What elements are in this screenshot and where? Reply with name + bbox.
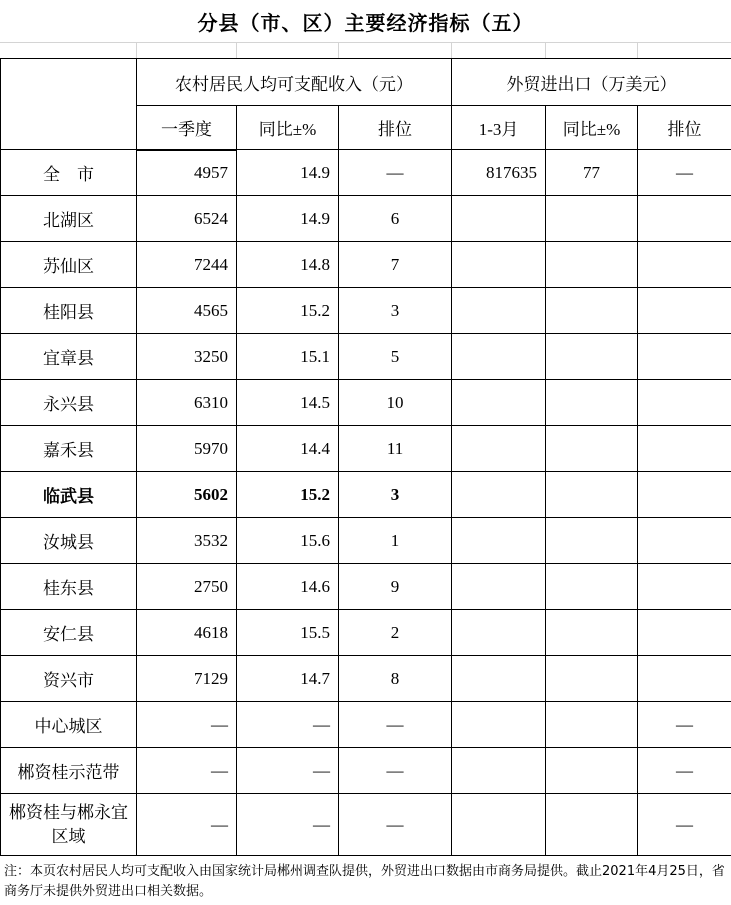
- income-rank-cell: 8: [339, 656, 452, 702]
- gridline: [136, 42, 137, 58]
- trade-value-cell: [452, 242, 546, 288]
- trade-value-cell: [452, 748, 546, 794]
- trade-value-cell: 817635: [452, 150, 546, 196]
- page-title: 分县（市、区）主要经济指标（五）: [197, 10, 534, 35]
- income-q1-cell: 2750: [137, 564, 237, 610]
- trade-yoy-cell: [546, 288, 638, 334]
- income-rank-cell: 2: [339, 610, 452, 656]
- row-name-cell: 宜章县: [1, 334, 137, 380]
- trade-rank-cell: —: [638, 702, 731, 748]
- income-rank-cell: —: [339, 150, 452, 196]
- header-row-groups: [1, 59, 731, 106]
- trade-rank-cell: —: [638, 150, 731, 196]
- trade-value-cell: [452, 196, 546, 242]
- income-q1-cell: 6524: [137, 196, 237, 242]
- trade-rank-cell: —: [638, 748, 731, 794]
- gridline: [451, 42, 452, 58]
- row-name-cell: 临武县: [1, 472, 137, 518]
- trade-rank-cell: [638, 610, 731, 656]
- income-q1-cell: 7129: [137, 656, 237, 702]
- trade-rank-cell: [638, 242, 731, 288]
- table-row: [1, 748, 731, 794]
- row-name-cell: 永兴县: [1, 380, 137, 426]
- row-name-cell: 安仁县: [1, 610, 137, 656]
- trade-rank-cell: —: [638, 794, 731, 856]
- income-rank-cell: 10: [339, 380, 452, 426]
- income-yoy-cell: 14.8: [237, 242, 339, 288]
- table-row: [1, 150, 731, 196]
- trade-rank-cell: [638, 380, 731, 426]
- gridline: [338, 42, 339, 58]
- table-row: [1, 702, 731, 748]
- row-name-cell: 苏仙区: [1, 242, 137, 288]
- row-name-cell: 郴资桂与郴永宜区域: [1, 794, 137, 856]
- trade-yoy-cell: [546, 380, 638, 426]
- header-trade-group: 外贸进出口（万美元）: [452, 59, 731, 106]
- header-trade-period: 1-3月: [452, 106, 546, 150]
- gridline: [236, 42, 237, 58]
- table-row: [1, 610, 731, 656]
- income-yoy-cell: 14.7: [237, 656, 339, 702]
- row-name-cell: 嘉禾县: [1, 426, 137, 472]
- trade-value-cell: [452, 334, 546, 380]
- income-rank-cell: 7: [339, 242, 452, 288]
- trade-rank-cell: [638, 472, 731, 518]
- income-rank-cell: 9: [339, 564, 452, 610]
- trade-rank-cell: [638, 334, 731, 380]
- row-name-cell: 桂阳县: [1, 288, 137, 334]
- income-q1-cell: —: [137, 748, 237, 794]
- trade-yoy-cell: [546, 564, 638, 610]
- income-q1-cell: 7244: [137, 242, 237, 288]
- trade-yoy-cell: [546, 610, 638, 656]
- income-q1-cell: 4618: [137, 610, 237, 656]
- income-rank-cell: —: [339, 794, 452, 856]
- table-row: [1, 380, 731, 426]
- trade-value-cell: [452, 702, 546, 748]
- trade-value-cell: [452, 518, 546, 564]
- header-trade-yoy: 同比±%: [546, 106, 638, 150]
- income-yoy-cell: 15.6: [237, 518, 339, 564]
- table-row: [1, 288, 731, 334]
- trade-rank-cell: [638, 196, 731, 242]
- row-name-cell: 中心城区: [1, 702, 137, 748]
- income-yoy-cell: 14.5: [237, 380, 339, 426]
- income-q1-cell: 5970: [137, 426, 237, 472]
- table-row: [1, 794, 731, 856]
- trade-value-cell: [452, 288, 546, 334]
- income-rank-cell: 11: [339, 426, 452, 472]
- table-row: [1, 426, 731, 472]
- table-row: [1, 472, 731, 518]
- income-q1-cell: —: [137, 702, 237, 748]
- income-q1-cell: 5602: [137, 472, 237, 518]
- income-rank-cell: 1: [339, 518, 452, 564]
- header-income-rank: 排位: [339, 106, 452, 150]
- table-row: [1, 656, 731, 702]
- income-rank-cell: 3: [339, 288, 452, 334]
- trade-yoy-cell: 77: [546, 150, 638, 196]
- trade-yoy-cell: [546, 196, 638, 242]
- header-income-group: 农村居民人均可支配收入（元）: [137, 59, 452, 106]
- trade-value-cell: [452, 472, 546, 518]
- trade-yoy-cell: [546, 702, 638, 748]
- trade-value-cell: [452, 656, 546, 702]
- trade-value-cell: [452, 564, 546, 610]
- header-trade-rank: 排位: [638, 106, 731, 150]
- trade-value-cell: [452, 610, 546, 656]
- gridline: [637, 42, 638, 58]
- table-row: [1, 242, 731, 288]
- header-corner-cell: [1, 59, 137, 150]
- income-yoy-cell: —: [237, 702, 339, 748]
- footnote: 注：本页农村居民人均可支配收入由国家统计局郴州调查队提供，外贸进出口数据由市商务局提供。截止2021年4月25日，省商务厅未提供外贸进出口相关数据。: [4, 864, 725, 899]
- table-row: [1, 334, 731, 380]
- trade-yoy-cell: [546, 794, 638, 856]
- row-name-cell: 桂东县: [1, 564, 137, 610]
- trade-yoy-cell: [546, 334, 638, 380]
- trade-yoy-cell: [546, 748, 638, 794]
- header-income-yoy: 同比±%: [237, 106, 339, 150]
- trade-rank-cell: [638, 426, 731, 472]
- income-q1-cell: —: [137, 794, 237, 856]
- row-name-cell: 郴资桂示范带: [1, 748, 137, 794]
- trade-rank-cell: [638, 656, 731, 702]
- gridline: [545, 42, 546, 58]
- income-rank-cell: —: [339, 702, 452, 748]
- income-rank-cell: 6: [339, 196, 452, 242]
- income-yoy-cell: 14.6: [237, 564, 339, 610]
- trade-value-cell: [452, 380, 546, 426]
- income-yoy-cell: 14.9: [237, 150, 339, 196]
- trade-yoy-cell: [546, 656, 638, 702]
- income-q1-cell: 4565: [137, 288, 237, 334]
- income-yoy-cell: 14.4: [237, 426, 339, 472]
- income-yoy-cell: 15.2: [237, 472, 339, 518]
- income-yoy-cell: 15.5: [237, 610, 339, 656]
- income-yoy-cell: —: [237, 748, 339, 794]
- income-yoy-cell: 14.9: [237, 196, 339, 242]
- trade-rank-cell: [638, 564, 731, 610]
- gridline: [0, 42, 731, 43]
- trade-value-cell: [452, 794, 546, 856]
- row-name-cell: 全 市: [1, 150, 137, 196]
- row-name-cell: 汝城县: [1, 518, 137, 564]
- indicator-table: [0, 58, 731, 856]
- income-q1-cell: 4957: [137, 150, 237, 196]
- income-rank-cell: 3: [339, 472, 452, 518]
- income-q1-cell: 6310: [137, 380, 237, 426]
- table-row: [1, 518, 731, 564]
- trade-yoy-cell: [546, 472, 638, 518]
- trade-yoy-cell: [546, 242, 638, 288]
- income-yoy-cell: —: [237, 794, 339, 856]
- income-rank-cell: —: [339, 748, 452, 794]
- header-income-q1: 一季度: [137, 106, 237, 150]
- income-q1-cell: 3532: [137, 518, 237, 564]
- row-name-cell: 北湖区: [1, 196, 137, 242]
- income-rank-cell: 5: [339, 334, 452, 380]
- income-yoy-cell: 15.2: [237, 288, 339, 334]
- row-name-cell: 资兴市: [1, 656, 137, 702]
- trade-rank-cell: [638, 518, 731, 564]
- income-yoy-cell: 15.1: [237, 334, 339, 380]
- table-row: [1, 564, 731, 610]
- trade-value-cell: [452, 426, 546, 472]
- trade-rank-cell: [638, 288, 731, 334]
- trade-yoy-cell: [546, 426, 638, 472]
- trade-yoy-cell: [546, 518, 638, 564]
- table-row: [1, 196, 731, 242]
- income-q1-cell: 3250: [137, 334, 237, 380]
